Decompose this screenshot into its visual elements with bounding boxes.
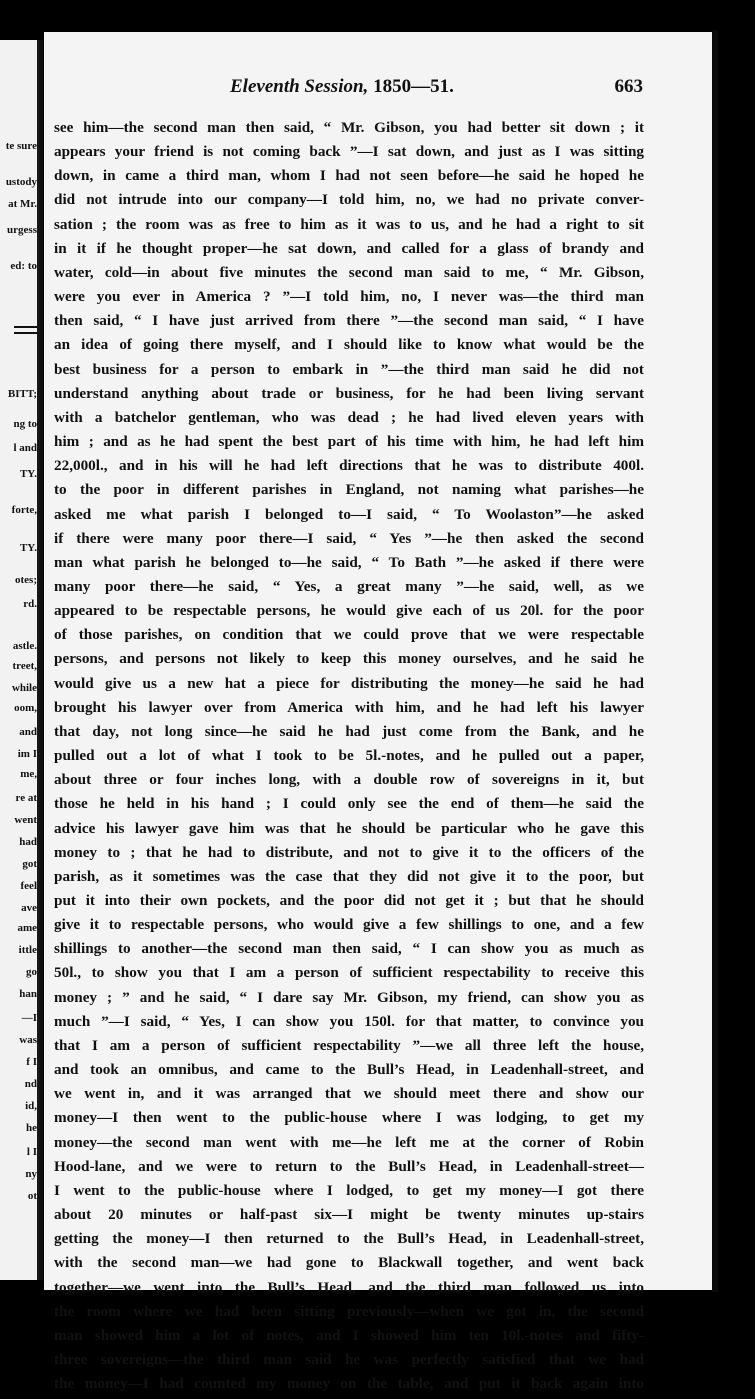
text-line: Hood-lane, and we were to return to the Bull’s Head, in Leadenhall-street— xyxy=(54,1157,644,1175)
left-page-fragment: han xyxy=(19,988,37,1000)
text-line: down, in came a third man, whom I had not seen before—he said he hoped he xyxy=(54,167,644,185)
text-line: the room where we had been sitting previously—when we got in, the second xyxy=(54,1302,644,1320)
text-line: him ; and as he had spent the best part of his time with him, he had left him xyxy=(54,433,644,451)
left-page-fragment: ittle xyxy=(18,944,37,956)
text-line: put it into their own pockets, and the poor did not get it ; but that he should xyxy=(54,892,644,909)
left-page-fragment: and xyxy=(19,726,37,738)
page-number: 663 xyxy=(614,76,643,97)
text-line: appeared to be respectable persons, he would give each of us 20l. for the poor xyxy=(54,602,644,620)
text-line: pulled out a lot of what I took to be 5l.-notes, and he pulled out a paper, xyxy=(54,747,644,765)
text-line: shillings to another—the second man then said, “ I can show you as much as xyxy=(54,940,644,958)
left-page-fragment: te sure xyxy=(5,140,37,152)
left-facing-page xyxy=(0,40,40,1280)
left-page-fragment: ed: to xyxy=(10,260,37,272)
left-page-fragment: TY. xyxy=(19,468,37,480)
text-line: advice his lawyer gave him was that he should be particular who he gave this xyxy=(54,819,644,837)
text-line: best business for a person to embark in ”—the third man said he did not xyxy=(54,360,644,378)
left-page-fragment: im I xyxy=(17,748,37,760)
left-page-fragment: forte, xyxy=(11,504,37,516)
text-line: with the second man—we had gone to Blackwall together, and went back xyxy=(54,1254,644,1272)
book-page xyxy=(44,32,715,1393)
text-line: about three or four inches long, with a double row of sovereigns in it, but xyxy=(54,771,644,789)
left-page-fragment: treet, xyxy=(12,660,37,672)
left-page-fragment: BITT; xyxy=(7,388,37,400)
left-page-fragment: f I xyxy=(26,1056,37,1068)
left-page-fragment: re at xyxy=(15,792,37,804)
text-line: were you ever in America ? ”—I told him, no, I never was—the third man xyxy=(54,288,644,306)
text-line: of those parishes, on condition that we could prove that we were respectable xyxy=(54,626,644,644)
left-page-fragment: id, xyxy=(25,1100,37,1112)
text-line: an idea of going there myself, and I should like to know what would be the xyxy=(54,336,644,354)
text-line: those he held in his hand ; I could only see the end of them—he said the xyxy=(54,795,644,813)
text-line: money ; ” and he said, “ I dare say Mr. Gibson, my friend, can show you as xyxy=(54,988,644,1006)
body-text xyxy=(54,116,644,1396)
text-line: man what parish he belonged to—he said, “ To Bath ”—he asked if there were xyxy=(54,553,644,571)
text-line: money—I then went to the public-house where I was lodging, to get my xyxy=(54,1109,644,1127)
left-page-fragment: TY. xyxy=(19,542,37,554)
running-head xyxy=(230,76,454,98)
text-line: then said, “ I have just arrived from there ”—the second man said, “ I have xyxy=(54,312,644,330)
text-line: 22,000l., and in his will he had left directions that he was to distribute 400l. xyxy=(54,457,644,475)
left-page-fragment: ot xyxy=(27,1190,37,1202)
left-page-fragment: went xyxy=(14,814,37,826)
text-line: many poor there—he said, “ Yes, a great many ”—he said, well, as we xyxy=(54,577,644,595)
left-page-fragment: astle. xyxy=(12,640,37,652)
text-line: that day, not long since—he said he had just come from the Bank, and he xyxy=(54,722,644,740)
text-line: parish, as it sometimes was the case that they did not give it to the poor, but xyxy=(54,867,644,885)
text-line: man showed him a lot of notes, and I showed him ten 10l.-notes and fifty- xyxy=(54,1326,644,1344)
text-line: asked me what parish I belonged to—I said, “ To Woolaston”—he asked xyxy=(54,505,644,523)
text-line: appears your friend is not coming back ”—I sat down, and just as I was sitting xyxy=(54,143,644,161)
left-page-fragment: rd. xyxy=(23,598,37,610)
left-page-fragment: ame xyxy=(17,922,37,934)
text-line: together—we went into the Bull’s Head, and the third man followed us into xyxy=(54,1278,644,1296)
left-page-fragment: was xyxy=(19,1034,37,1046)
left-page-fragment: ng to xyxy=(13,418,37,430)
left-page-fragment: me, xyxy=(20,768,37,780)
left-page-fragment: go xyxy=(26,966,37,978)
text-line: see him—the second man then said, “ Mr. Gibson, you had better sit down ; it xyxy=(54,119,644,136)
left-page-fragment: he xyxy=(26,1122,37,1134)
left-page-fragment: ny xyxy=(25,1168,37,1180)
text-line: in it if he thought proper—he sat down, and called for a glass of brandy and xyxy=(54,239,644,257)
text-line: that I am a person of sufficient respectability ”—we all three left the house, xyxy=(54,1036,644,1054)
left-page-fragment: otes; xyxy=(15,574,37,586)
text-line: give it to respectable persons, who would give a few shillings to one, and a few xyxy=(54,916,644,934)
text-line: with a batchelor gentleman, who was dead ; he had lived eleven years with xyxy=(54,408,644,426)
text-line: we went in, and it was arranged that we should meet there and show our xyxy=(54,1085,644,1103)
text-line: sation ; the room was as free to him as it was to us, and he had a right to sit xyxy=(54,215,644,233)
running-head-session: Eleventh Session, xyxy=(230,76,369,97)
text-line: money to ; that he had to distribute, and not to give it to the officers of the xyxy=(54,843,644,861)
page-edge-shadow xyxy=(712,30,718,1292)
left-page-fragment: had xyxy=(19,836,37,848)
text-line: 50l., to show you that I am a person of sufficient respectability to receive this xyxy=(54,964,644,982)
text-line: getting the money—I then returned to the Bull’s Head, in Leadenhall-street, xyxy=(54,1230,644,1248)
left-page-fragment: l I xyxy=(26,1146,37,1158)
running-head-year: 1850—51. xyxy=(373,76,454,97)
text-line: the money—I had counted my money on the table, and put it back again into xyxy=(54,1375,644,1393)
text-line: if there were many poor there—I said, “ Yes ”—he then asked the second xyxy=(54,529,644,547)
text-line: did not intrude into our company—I told him, no, we had no private conver- xyxy=(54,191,644,209)
left-page-fragment: feel xyxy=(20,880,37,892)
text-line: understand anything about trade or business, for he had been living servant xyxy=(54,384,644,402)
left-page-fragment: —I xyxy=(21,1012,37,1024)
left-page-fragment: oom, xyxy=(14,702,37,714)
left-page-fragment: nd xyxy=(24,1078,37,1090)
text-line: water, cold—in about five minutes the second man said to me, “ Mr. Gibson, xyxy=(54,263,644,281)
text-line: and took an omnibus, and came to the Bull’s Head, in Leadenhall-street, and xyxy=(54,1061,644,1079)
text-line: three sovereigns—the third man said he was perfectly satisfied that we had xyxy=(54,1350,644,1368)
left-page-fragment: at Mr. xyxy=(8,198,37,210)
text-line: brought his lawyer over from America with him, and he had left his lawyer xyxy=(54,698,644,716)
text-line: would give us a new hat a piece for distributing the money—he said he had xyxy=(54,674,644,692)
text-line: money—the second man went with me—he left me at the corner of Robin xyxy=(54,1133,644,1151)
left-page-fragment: ustody xyxy=(5,176,37,188)
left-page-fragment: urgess xyxy=(7,224,37,236)
left-page-fragment: ave xyxy=(21,902,37,914)
page-header xyxy=(44,76,715,104)
text-line: much ”—I said, “ Yes, I can show you 150l. for that matter, to convince you xyxy=(54,1012,644,1030)
text-line: I went to the public-house where I lodged, to get my money—I got there xyxy=(54,1181,644,1199)
left-page-fragment: got xyxy=(22,858,37,870)
left-page-fragment: while xyxy=(11,682,37,694)
left-page-fragment: l and xyxy=(13,442,37,454)
text-line: persons, and persons not likely to keep this money ourselves, and he said he xyxy=(54,650,644,668)
text-line: about 20 minutes or half-past six—I might be twenty minutes up-stairs xyxy=(54,1206,644,1224)
text-line: to the poor in different parishes in England, not naming what parishes—he xyxy=(54,481,644,499)
